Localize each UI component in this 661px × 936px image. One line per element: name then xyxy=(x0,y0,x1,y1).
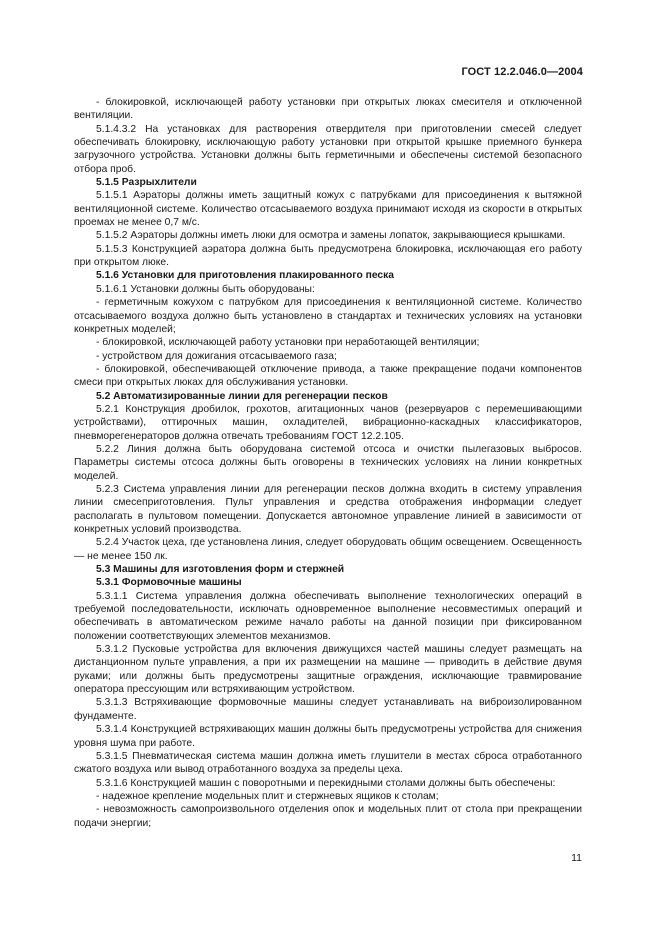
list-item: - блокировкой, исключающей работу установки при неработающей вентиляции; xyxy=(96,337,480,349)
list-item: - надежное крепление модельных плит и стержневых ящиков к столам; xyxy=(96,790,439,802)
document-body xyxy=(74,96,582,830)
paragraph: 5.3.1.6 Конструкцией машин с поворотными и перекидными столами должны быть обеспечены: xyxy=(96,777,556,789)
paragraph: 5.3.1.2 Пусковые устройства для включения движущихся частей машины следует размещать на дистанционном пульте управления, а при их размещении на машине — приводить в действие двумя руками; или должны быть предусмотрены защитные ограждения, исключающие травмирование оператора прессующим или встряхивающим устройством. xyxy=(74,644,582,696)
paragraph: 5.3.1.4 Конструкцией встряхивающих машин должны быть предусмотрены устройства для снижения уровня шума при работе. xyxy=(74,724,582,749)
section-heading: 5.3.1 Формовочные машины xyxy=(96,577,242,589)
paragraph: 5.3.1.1 Система управления должна обеспечивать выполнение технологических операций в требуемой последовательности, исключать одновременное выполнение несовместимых операций и обеспечивать в автоматическом режиме начало работы на данной позиции при фиксированном положении соответствующих элементов механизмов. xyxy=(74,590,582,642)
paragraph: 5.2.4 Участок цеха, где установлена линия, следует оборудовать общим освещением. Освещенность — не менее 150 лк. xyxy=(74,537,582,562)
paragraph: 5.1.5.1 Аэраторы должны иметь защитный кожух с патрубками для присоединения к вытяжной вентиляционной системе. Количество отсасываемого воздуха принимают исходя из скорости в открытых проемах не менее 0,7 м/с. xyxy=(74,190,582,229)
paragraph: - блокировкой, исключающей работу установки при открытых люках смесителя и отключенной вентиляции. xyxy=(74,97,582,122)
section-heading: 5.1.5 Разрыхлители xyxy=(96,177,197,189)
paragraph: 5.3.1.5 Пневматическая система машин должна иметь глушители в местах сброса отработанного сжатого воздуха или вывод отработанного воздуха за пределы цеха. xyxy=(74,750,582,776)
list-item: - устройством для дожигания отсасываемого газа; xyxy=(96,350,337,362)
paragraph: 5.3.1.3 Встряхивающие формовочные машины следует устанавливать на виброизолированном фундаменте. xyxy=(74,697,582,722)
list-item: - блокировкой, обеспечивающей отключение привода, а также прекращение подачи компонентов смеси при открытых люках для обслуживания установки. xyxy=(74,363,582,389)
list-item: - герметичным кожухом с патрубком для присоединения к вентиляционной системе. Количество отсасываемого воздуха должно быть установлено в стандартах и технических условиях на установки конкретных моделей; xyxy=(74,297,582,335)
document-header: ГОСТ 12.2.046.0—2004 xyxy=(461,66,583,78)
section-heading: 5.1.6 Установки для приготовления плакированного песка xyxy=(96,270,395,282)
paragraph: 5.1.4.3.2 На установках для растворения отвердителя при приготовлении смесей следует обеспечивать блокировку, исключающую работу установки при открытой крышке приемного бункера загрузочного устройства. Установки должны быть герметичными и обеспечены системой безопасного отбора проб. xyxy=(74,123,582,175)
paragraph: 5.2.3 Система управления линии для регенерации песков должна входить в систему управления линии смесеприготовления. Пульт управления и средства отображения информации следует располагать в пультовом помещении. Допускается автономное управление линией в зависимости от конкретных условий производства. xyxy=(74,483,582,535)
paragraph: 5.1.5.3 Конструкцией аэратора должна быть предусмотрена блокировка, исключающая его работу при открытом люке. xyxy=(74,243,582,269)
paragraph: 5.2.2 Линия должна быть оборудована системой отсоса и очистки пылегазовых выбросов. Параметры системы отсоса должны быть оговорены в технических условиях на линии конкретных моделей. xyxy=(74,443,582,482)
paragraph: 5.1.6.1 Установки должны быть оборудованы: xyxy=(96,283,315,295)
paragraph: 5.1.5.2 Аэраторы должны иметь люки для осмотра и замены лопаток, закрывающиеся крышками. xyxy=(96,230,566,242)
section-heading: 5.2 Автоматизированные линии для регенерации песков xyxy=(96,390,388,402)
list-item: - невозможность самопроизвольного отделения опок и модельных плит от стола при прекращении подачи энергии; xyxy=(74,804,582,829)
paragraph: 5.2.1 Конструкция дробилок, грохотов, агитационных чанов (резервуаров с перемешивающими устройствами), оттирочных машин, охладителей, вибрационно-каскадных классификаторов, пневморегенераторов должна отвечать требованиям ГОСТ 12.2.105. xyxy=(74,403,582,442)
section-heading: 5.3 Машины для изготовления форм и стержней xyxy=(96,564,345,576)
page-number: 11 xyxy=(571,852,582,864)
